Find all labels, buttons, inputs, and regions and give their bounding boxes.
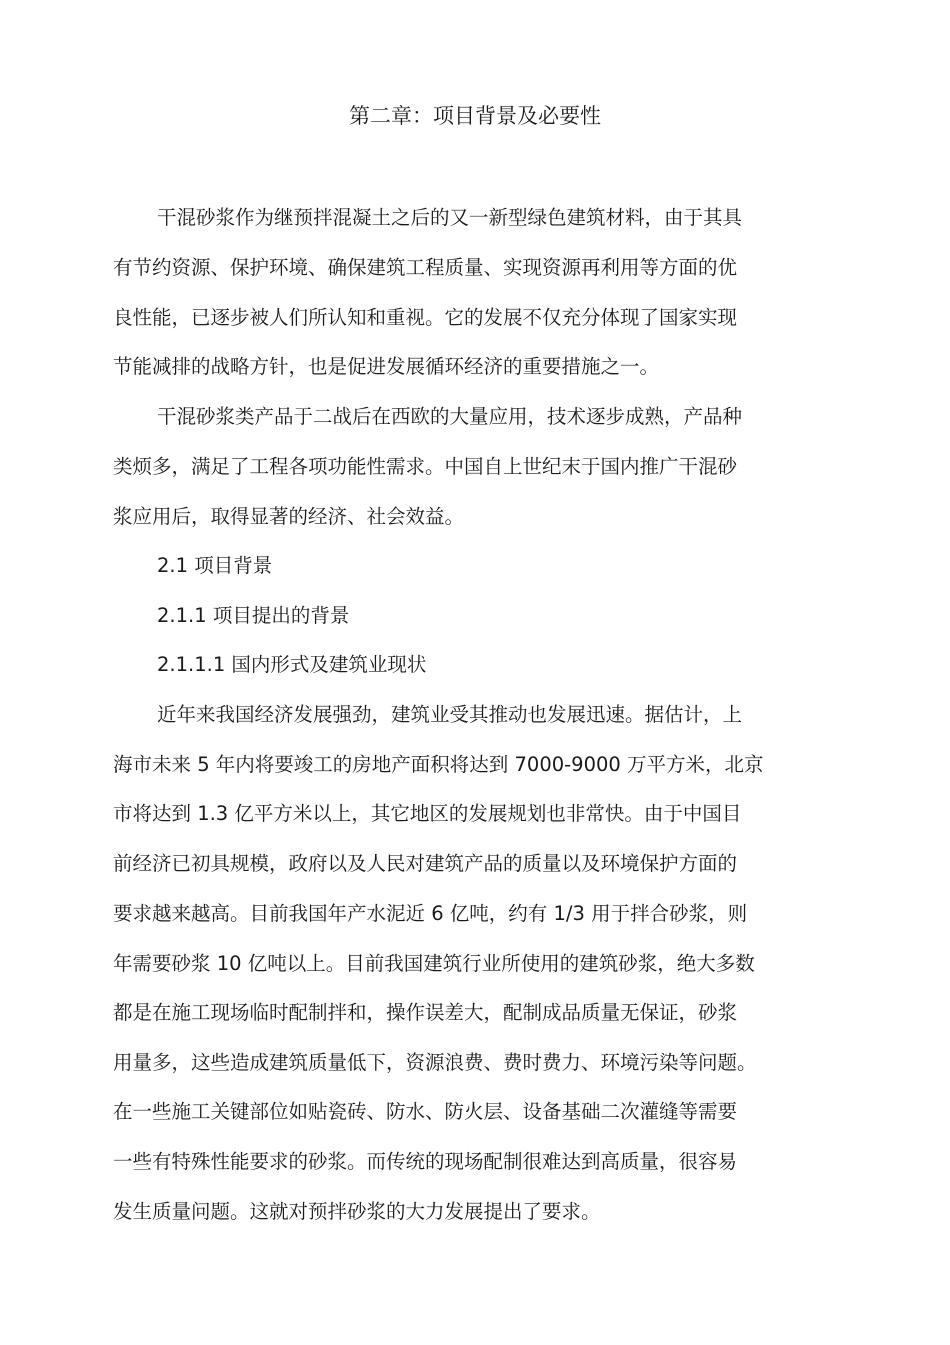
paragraph-line: 近年来我国经济发展强劲，建筑业受其推动也发展迅速。据估计，上 bbox=[157, 703, 743, 726]
paragraph-line: 节能减排的战略方针，也是促进发展循环经济的重要措施之一。 bbox=[113, 355, 660, 378]
paragraph-line: 干混砂浆类产品于二战后在西欧的大量应用，技术逐步成熟，产品种 bbox=[157, 405, 743, 428]
paragraph-line: 用量多，这些造成建筑质量低下，资源浪费、费时费力、环境污染等问题。 bbox=[113, 1051, 757, 1074]
paragraph-line: 年需要砂浆 10 亿吨以上。目前我国建筑行业所使用的建筑砂浆，绝大多数 bbox=[113, 952, 755, 975]
paragraph-line: 海市未来 5 年内将要竣工的房地产面积将达到 7000-9000 万平方米，北京 bbox=[113, 753, 764, 776]
paragraph-line: 市将达到 1.3 亿平方米以上，其它地区的发展规划也非常快。由于中国目 bbox=[113, 802, 742, 825]
subsection-heading: 2.1.1 项目提出的背景 bbox=[157, 604, 350, 627]
paragraph-line: 浆应用后，取得显著的经济、社会效益。 bbox=[113, 505, 465, 528]
paragraph-line: 类烦多，满足了工程各项功能性需求。中国自上世纪末于国内推广干混砂 bbox=[113, 455, 738, 478]
paragraph-line: 干混砂浆作为继预拌混凝土之后的又一新型绿色建筑材料，由于其具 bbox=[157, 206, 743, 229]
section-heading: 2.1 项目背景 bbox=[157, 554, 273, 577]
paragraph-line: 在一些施工关键部位如贴瓷砖、防水、防火层、设备基础二次灌缝等需要 bbox=[113, 1100, 738, 1123]
chapter-title: 第二章：项目背景及必要性 bbox=[349, 104, 601, 128]
paragraph-line: 前经济已初具规模，政府以及人民对建筑产品的质量以及环境保护方面的 bbox=[113, 852, 738, 875]
paragraph-line: 发生质量问题。这就对预拌砂浆的大力发展提出了要求。 bbox=[113, 1200, 601, 1223]
paragraph-line: 都是在施工现场临时配制拌和，操作误差大，配制成品质量无保证，砂浆 bbox=[113, 1001, 738, 1024]
paragraph-line: 有节约资源、保护环境、确保建筑工程质量、实现资源再利用等方面的优 bbox=[113, 256, 738, 279]
paragraph-line: 良性能，已逐步被人们所认知和重视。它的发展不仅充分体现了国家实现 bbox=[113, 306, 738, 329]
subsubsection-heading: 2.1.1.1 国内形式及建筑业现状 bbox=[157, 653, 427, 676]
paragraph-line: 一些有特殊性能要求的砂浆。而传统的现场配制很难达到高质量，很容易 bbox=[113, 1150, 738, 1173]
paragraph-line: 要求越来越高。目前我国年产水泥近 6 亿吨，约有 1/3 用于拌合砂浆，则 bbox=[113, 902, 748, 925]
